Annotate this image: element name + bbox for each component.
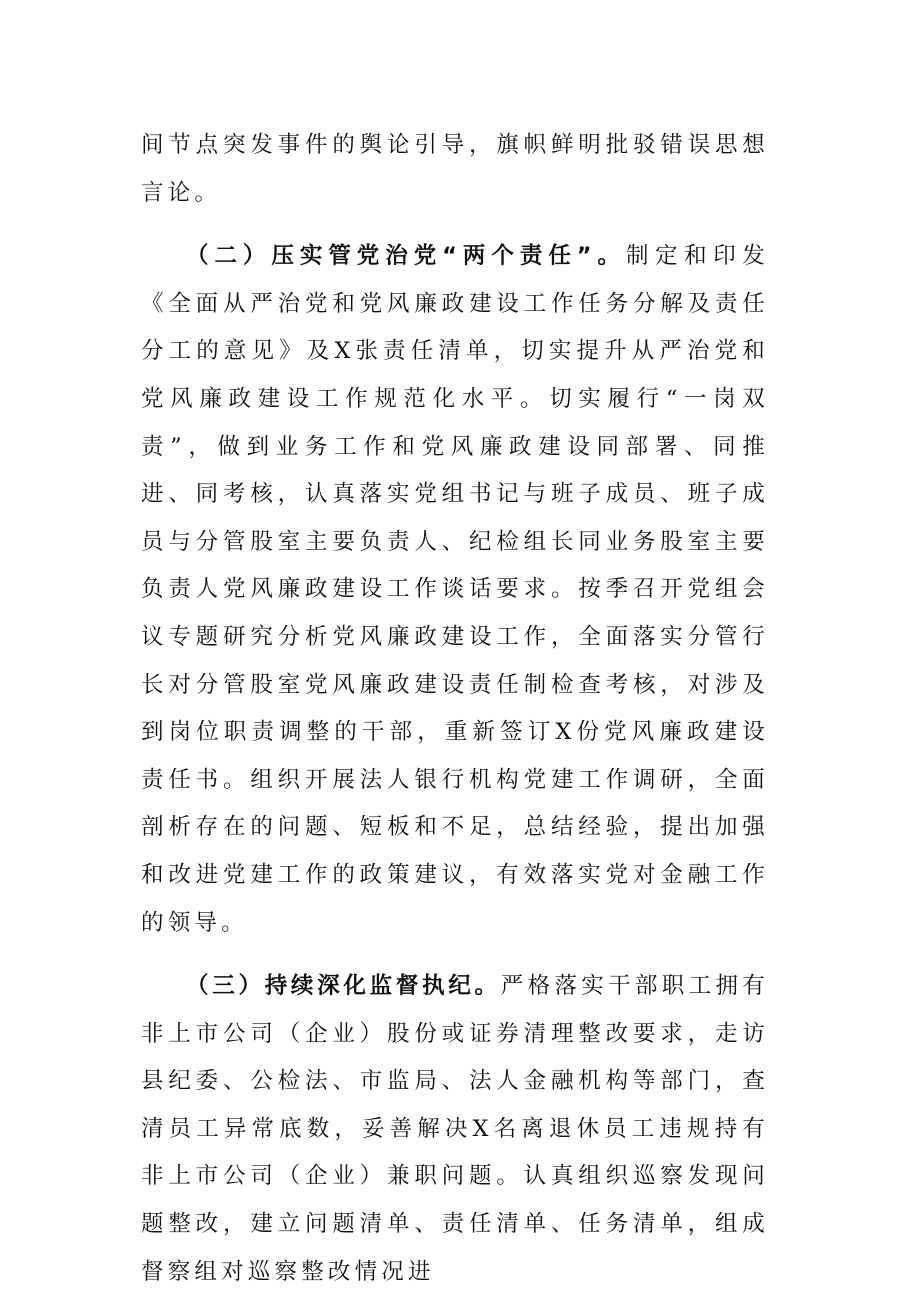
section-heading-2: （二）压实管党治党“两个责任”。 [186, 243, 627, 270]
section-heading-3: （三）持续深化监督执纪。 [186, 973, 501, 1000]
document-body [141, 122, 769, 1296]
section-paragraph-3 [141, 963, 769, 1296]
section-paragraph-2 [141, 233, 769, 947]
paragraph-continuation [141, 122, 769, 217]
paragraph-text: 间节点突发事件的舆论引导，旗帜鲜明批驳错误思想言论。 [141, 132, 769, 206]
paragraph-text: 严格落实干部职工拥有非上市公司（企业）股份或证券清理整改要求，走访县纪委、公检法、市监局、法人金融机构等部门，查清员工异常底数，妥善解决X名离退休员工违规持有非上市公司（企业）兼职问题。认真组织巡察发现问题整改，建立问题清单、责任清单、任务清单，组成督察组对巡察整改情况进 [141, 973, 769, 1285]
paragraph-text: 制定和印发《全面从严治党和党风廉政建设工作任务分解及责任分工的意见》及X张责任清单，切实提升从严治党和党风廉政建设工作规范化水平。切实履行“一岗双责”，做到业务工作和党风廉政建设同部署、同推进、同考核，认真落实党组书记与班子成员、班子成员与分管股室主要负责人、纪检组长同业务股室主要负责人党风廉政建设工作谈话要求。按季召开党组会议专题研究分析党风廉政建设工作，全面落实分管行长对分管股室党风廉政建设责任制检查考核，对涉及到岗位职责调整的干部，重新签订X份党风廉政建设责任书。组织开展法人银行机构党建工作调研，全面剖析存在的问题、短板和不足，总结经验，提出加强和改进党建工作的政策建议，有效落实党对金融工作的领导。 [141, 243, 769, 936]
